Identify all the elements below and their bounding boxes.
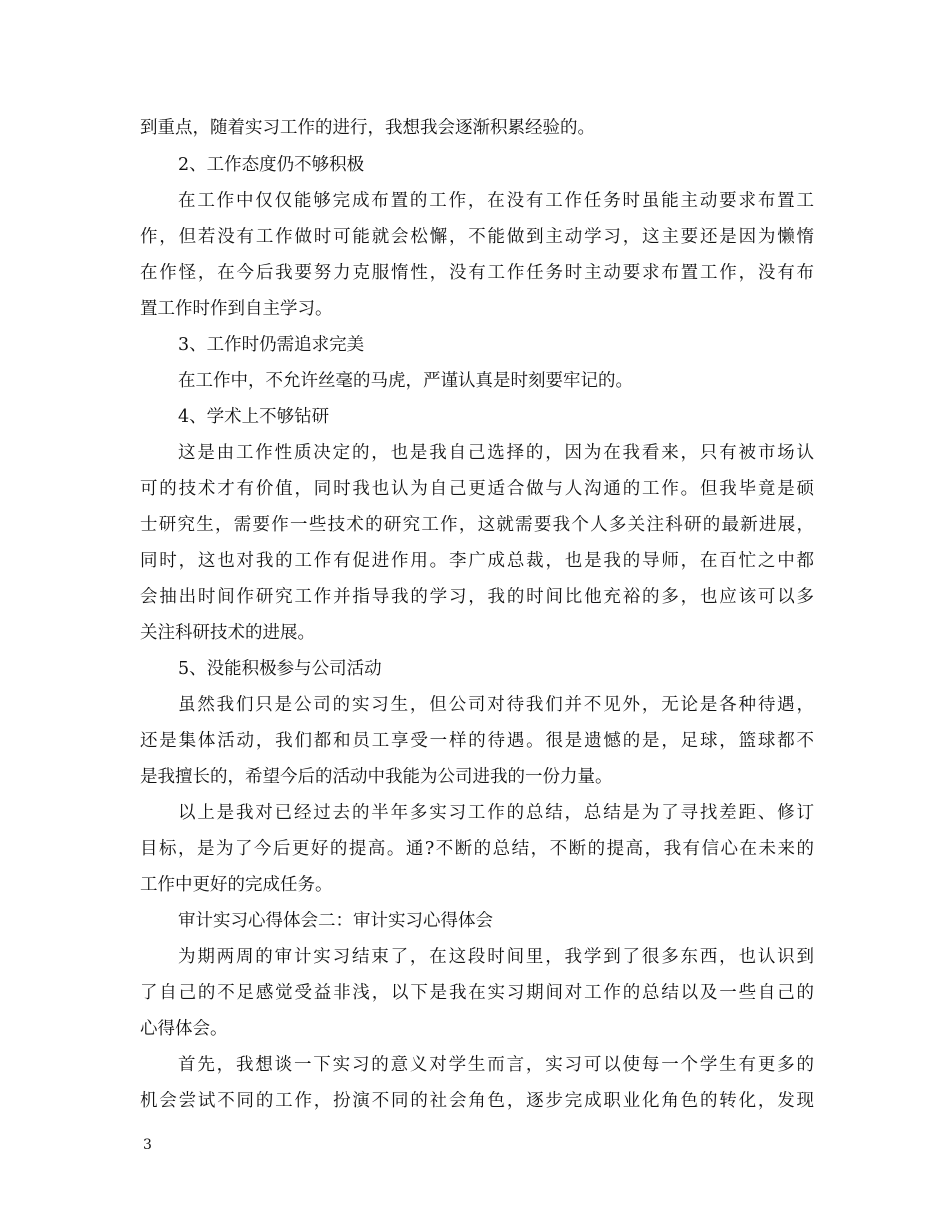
text-line: 在作怪，在今后我要努力克服惰性，没有工作任务时主动要求布置工作，没有布 [140,263,814,283]
section-heading: 5、没能积极参与公司活动 [178,659,382,679]
text-line: 为期两周的审计实习结束了，在这段时间里，我学到了很多东西，也认识到 [178,947,814,967]
section-heading: 3、工作时仍需追求完美 [178,335,365,355]
text-line: 会抽出时间作研究工作并指导我的学习，我的时间比他充裕的多，也应该可以多 [140,587,814,607]
text-line: 这是由工作性质决定的，也是我自己选择的，因为在我看来，只有被市场认 [178,443,814,463]
text-line: 在工作中，不允许丝毫的马虎，严谨认真是时刻要牢记的。 [178,371,633,391]
text-line: 以上是我对已经过去的半年多实习工作的总结，总结是为了寻找差距、修订 [178,803,814,823]
text-line: 虽然我们只是公司的实习生，但公司对待我们并不见外，无论是各种待遇， [178,695,814,715]
text-line: 作，但若没有工作做时可能就会松懈，不能做到主动学习，这主要还是因为懒惰 [140,227,814,247]
text-line: 同时，这也对我的工作有促进作用。李广成总裁，也是我的导师，在百忙之中都 [140,551,814,571]
text-line: 还是集体活动，我们都和员工享受一样的待遇。很是遗憾的是，足球，篮球都不 [140,731,814,751]
text-line: 首先，我想谈一下实习的意义对学生而言，实习可以使每一个学生有更多的 [178,1055,814,1075]
section-heading: 2、工作态度仍不够积极 [178,155,365,175]
text-line: 可的技术才有价值，同时我也认为自己更适合做与人沟通的工作。但我毕竟是硕 [140,479,814,499]
text-line: 目标，是为了今后更好的提高。通?不断的总结，不断的提高，我有信心在未来的 [140,839,814,859]
text-line: 心得体会。 [140,1019,228,1039]
text-line: 工作中更好的完成任务。 [140,875,333,895]
section-heading: 审计实习心得体会二：审计实习心得体会 [178,911,493,931]
text-line: 士研究生，需要作一些技术的研究工作，这就需要我个人多关注科研的最新进展， [140,515,814,535]
text-line: 到重点，随着实习工作的进行，我想我会逐渐积累经验的。 [140,118,595,138]
text-line: 机会尝试不同的工作，扮演不同的社会角色，逐步完成职业化角色的转化，发现 [140,1091,814,1111]
section-heading: 4、学术上不够钻研 [178,407,330,427]
text-line: 是我擅长的，希望今后的活动中我能为公司进我的一份力量。 [140,767,613,787]
text-line: 了自己的不足感觉受益非浅，以下是我在实习期间对工作的总结以及一些自己的 [140,983,814,1003]
text-line: 关注科研技术的进展。 [140,623,315,643]
page-number: 3 [143,1137,152,1153]
text-line: 在工作中仅仅能够完成布置的工作，在没有工作任务时虽能主动要求布置工 [178,191,814,211]
text-line: 置工作时作到自主学习。 [140,299,333,319]
